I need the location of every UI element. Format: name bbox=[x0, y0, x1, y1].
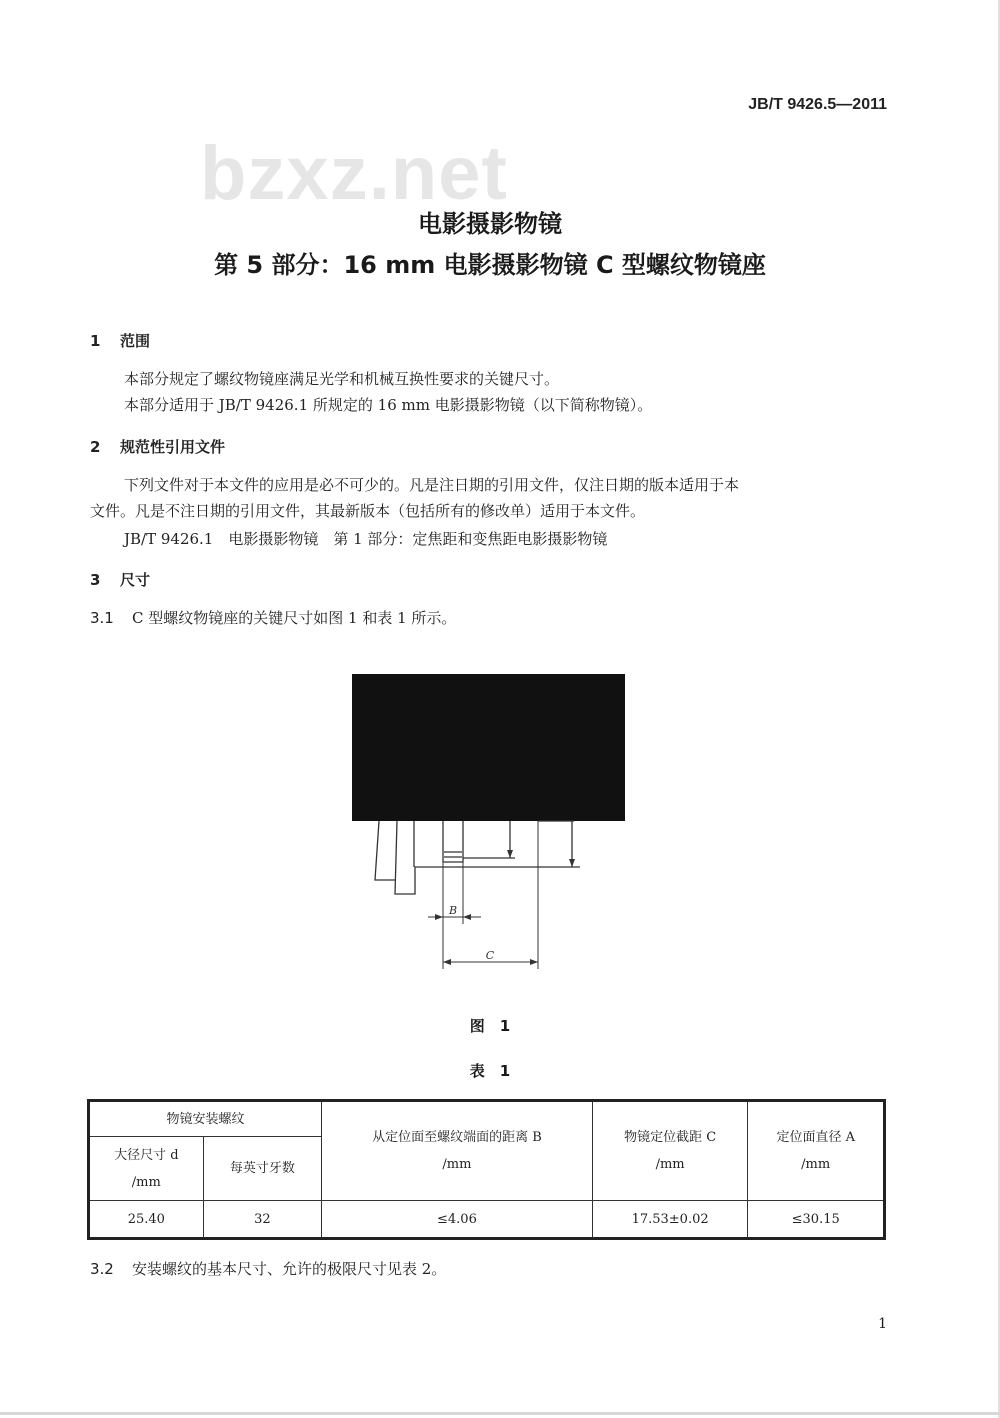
figure-1-drawing bbox=[340, 672, 640, 972]
section-3-heading bbox=[90, 569, 150, 590]
header-threads-per-inch: 每英寸牙数 bbox=[203, 1137, 321, 1201]
header-major-diameter-title: 大径尺寸 d bbox=[114, 1147, 179, 1163]
dimension-lines bbox=[428, 821, 538, 969]
section-2-para-line-1: 下列文件对于本文件的应用是必不可少的。凡是注日期的引用文件，仅注日期的版本适用于本 bbox=[124, 476, 740, 494]
dimension-arrows bbox=[507, 850, 575, 867]
header-major-diameter-unit: /mm bbox=[131, 1174, 161, 1190]
header-distance-b-title: 从定位面至螺纹端面的距离 B bbox=[372, 1130, 542, 1145]
page-number: 1 bbox=[878, 1316, 887, 1332]
table-row bbox=[89, 1201, 885, 1239]
section-2-para-line-2: 文件。凡是不注日期的引用文件，其最新版本（包括所有的修改单）适用于本文件。 bbox=[90, 502, 646, 520]
clause-3-2-number: 3.2 bbox=[90, 1260, 114, 1278]
title-line-1: 电影摄影物镜 bbox=[418, 210, 562, 238]
clause-3-2 bbox=[90, 1256, 446, 1282]
lens-mount-outline bbox=[375, 821, 580, 894]
normative-reference: JB/T 9426.1 电影摄影物镜 第 1 部分：定焦距和变焦距电影摄影物镜 bbox=[124, 530, 608, 548]
header-flange-distance-c-title: 物镜定位截距 C bbox=[624, 1130, 717, 1145]
cell-flange-distance-c: 17.53±0.02 bbox=[592, 1201, 748, 1239]
clause-3-2-text: 安装螺纹的基本尺寸、允许的极限尺寸见表 2。 bbox=[132, 1260, 447, 1278]
dimension-label-b: B bbox=[448, 904, 458, 917]
header-mount-thread: 物镜安装螺纹 bbox=[89, 1101, 322, 1137]
section-1-para-1: 本部分规定了螺纹物镜座满足光学和机械互换性要求的关键尺寸。 bbox=[124, 370, 560, 388]
cell-threads-per-inch: 32 bbox=[203, 1201, 321, 1239]
table-1 bbox=[87, 1099, 886, 1240]
clause-3-1-text: C 型螺纹物镜座的关键尺寸如图 1 和表 1 所示。 bbox=[132, 609, 457, 627]
section-1-para-2: 本部分适用于 JB/T 9426.1 所规定的 16 mm 电影摄影物镜（以下简称物镜）。 bbox=[124, 396, 653, 414]
header-flange-distance-c-unit: /mm bbox=[655, 1157, 685, 1172]
section-1-number: 1 bbox=[90, 332, 101, 350]
figure-1-caption: 图 1 bbox=[469, 1017, 511, 1035]
header-diameter-a-title: 定位面直径 A bbox=[776, 1130, 855, 1145]
clause-3-1-number: 3.1 bbox=[90, 609, 114, 627]
section-1-heading bbox=[90, 330, 150, 351]
title-line-2: 第 5 部分：16 mm 电影摄影物镜 C 型螺纹物镜座 bbox=[214, 251, 766, 279]
header-diameter-a bbox=[748, 1101, 885, 1201]
standard-code: JB/T 9426.5—2011 bbox=[748, 96, 887, 113]
header-flange-distance-c bbox=[592, 1101, 748, 1201]
watermark: bzxz.net bbox=[200, 131, 508, 216]
section-3-number: 3 bbox=[90, 571, 101, 589]
section-2-heading bbox=[90, 436, 225, 457]
header-major-diameter bbox=[89, 1137, 204, 1201]
section-1-title: 范围 bbox=[120, 332, 151, 350]
figure-redaction-block bbox=[352, 674, 625, 821]
header-distance-b-unit: /mm bbox=[442, 1157, 472, 1172]
cell-distance-b: ≤4.06 bbox=[322, 1201, 593, 1239]
cell-diameter-a: ≤30.15 bbox=[748, 1201, 885, 1239]
cell-major-diameter: 25.40 bbox=[89, 1201, 204, 1239]
page-edge-bottom bbox=[0, 1412, 1000, 1415]
table-1-caption: 表 1 bbox=[469, 1062, 511, 1080]
section-3-title: 尺寸 bbox=[120, 571, 151, 589]
section-2-number: 2 bbox=[90, 438, 101, 456]
section-2-title: 规范性引用文件 bbox=[120, 438, 226, 456]
header-distance-b bbox=[322, 1101, 593, 1201]
dimension-label-c: C bbox=[485, 949, 495, 962]
clause-3-1 bbox=[90, 605, 456, 631]
header-diameter-a-unit: /mm bbox=[801, 1157, 831, 1172]
table-header-row-1 bbox=[89, 1101, 885, 1137]
